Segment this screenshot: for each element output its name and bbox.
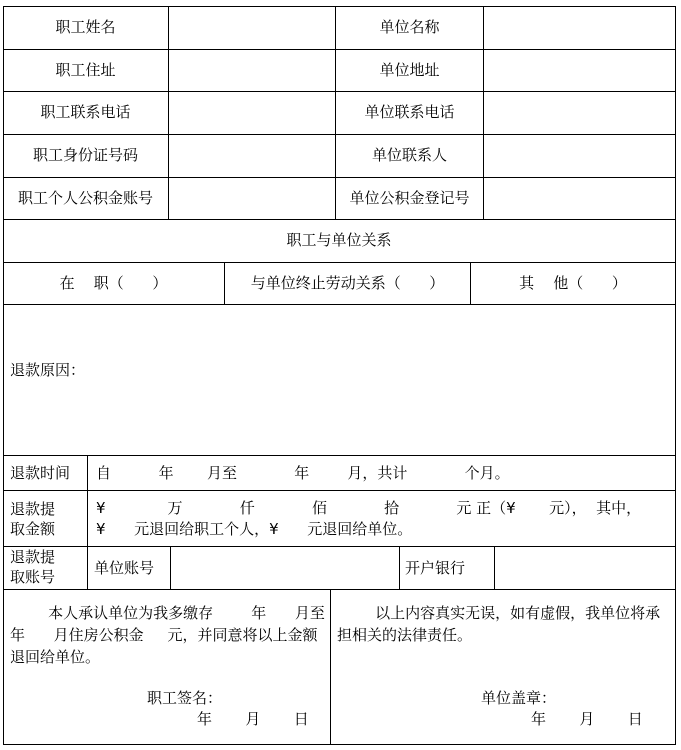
- employee-address-field[interactable]: [169, 50, 335, 91]
- employee-signature-label: 职工签名：: [147, 689, 223, 707]
- relation-title: 职工与单位关系: [286, 231, 392, 249]
- refund-reason-label: 退款原因：: [10, 361, 86, 379]
- relation-employed-option[interactable]: 在 职（ ）: [59, 274, 168, 292]
- unit-statement-text: 以上内容真实无误，如有虚假，我单位将承: [337, 604, 661, 622]
- employee-address-label: 职工住址: [55, 61, 116, 79]
- employee-name-field[interactable]: [169, 7, 335, 49]
- unit-stamp-date[interactable]: 年 月 日: [531, 710, 643, 728]
- unit-registration-field[interactable]: [484, 178, 675, 219]
- rule: [330, 589, 331, 745]
- employee-phone-label: 职工联系电话: [40, 103, 131, 121]
- employee-statement-text: 本人承认单位为我多缴存 年 月至: [10, 604, 325, 622]
- refund-amount-split-text[interactable]: ¥ 元退回给职工个人，¥ 元退回给单位。: [96, 520, 413, 538]
- employee-statement-text: 退回给单位。: [10, 648, 101, 666]
- employee-name-label: 职工姓名: [55, 18, 116, 36]
- rule: [3, 490, 676, 491]
- bank-field[interactable]: [495, 547, 675, 589]
- employee-statement-text: 年 月住房公积金 元，并同意将以上金额: [10, 626, 318, 644]
- unit-contact-label: 单位联系人: [371, 146, 447, 164]
- rule: [3, 744, 676, 745]
- employee-id-label: 职工身份证号码: [32, 146, 138, 164]
- unit-name-field[interactable]: [484, 7, 675, 49]
- refund-reason-field[interactable]: [4, 305, 675, 455]
- rule: [3, 589, 676, 590]
- employee-signature-date[interactable]: 年 月 日: [197, 710, 309, 728]
- refund-amount-label: 退款提: [10, 500, 56, 518]
- refund-period-label: 退款时间: [10, 464, 71, 482]
- rule: [3, 262, 676, 263]
- unit-stamp-label: 单位盖章：: [481, 689, 557, 707]
- refund-account-label: 退款提: [10, 548, 56, 566]
- rule: [675, 6, 676, 745]
- refund-period-text[interactable]: 自 年 月至 年 月，共计 个月。: [96, 464, 510, 482]
- refund-amount-text[interactable]: ¥ 万 仟 佰 拾 元 正（¥ 元）， 其中，: [96, 499, 642, 517]
- unit-address-label: 单位地址: [379, 61, 440, 79]
- rule: [3, 455, 676, 456]
- unit-address-field[interactable]: [484, 50, 675, 91]
- refund-account-label: 取账号: [10, 568, 56, 586]
- bank-label: 开户银行: [405, 559, 466, 577]
- refund-amount-label: 取金额: [10, 520, 56, 538]
- unit-phone-field[interactable]: [484, 92, 675, 134]
- unit-name-label: 单位名称: [379, 18, 440, 36]
- relation-other-option[interactable]: 其 他（ ）: [519, 274, 627, 292]
- unit-phone-label: 单位联系电话: [364, 103, 455, 121]
- rule: [87, 455, 88, 589]
- unit-contact-field[interactable]: [484, 135, 675, 177]
- relation-terminated-option[interactable]: 与单位终止劳动关系（ ）: [250, 274, 445, 292]
- unit-account-field[interactable]: [171, 547, 399, 589]
- employee-account-field[interactable]: [169, 178, 335, 219]
- employee-id-field[interactable]: [169, 135, 335, 177]
- rule: [3, 219, 676, 220]
- unit-statement-text: 担相关的法律责任。: [337, 626, 473, 644]
- rule: [399, 546, 400, 589]
- employee-phone-field[interactable]: [169, 92, 335, 134]
- unit-registration-label: 单位公积金登记号: [349, 189, 470, 207]
- employee-account-label: 职工个人公积金账号: [17, 189, 153, 207]
- unit-account-label: 单位账号: [94, 559, 155, 577]
